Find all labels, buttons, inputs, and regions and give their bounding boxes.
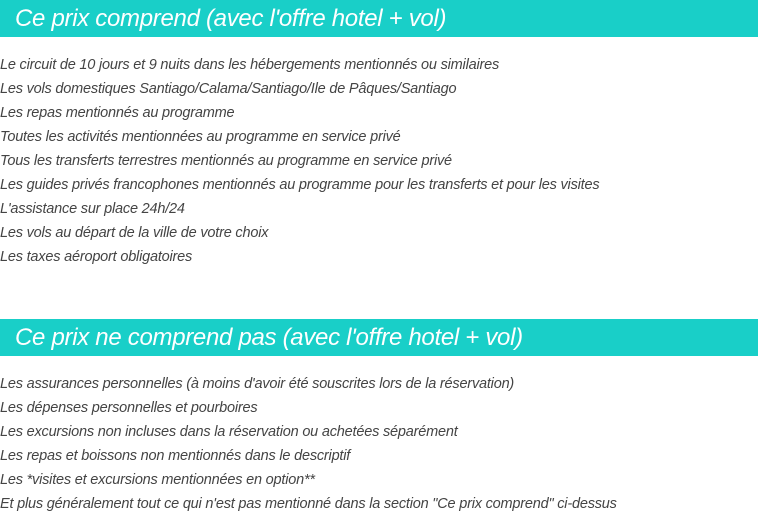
included-item: Tous les transferts terrestres mentionnés au programme en service privé xyxy=(0,153,452,169)
excluded-item: Les excursions non incluses dans la réservation ou achetées séparément xyxy=(0,424,458,440)
included-item: Les repas mentionnés au programme xyxy=(0,105,235,121)
included-item: Les guides privés francophones mentionnés au programme pour les transferts et pour les visites xyxy=(0,177,600,193)
excluded-item: Les *visites et excursions mentionnées en option** xyxy=(0,472,315,488)
included-item: Les vols au départ de la ville de votre choix xyxy=(0,225,269,241)
excluded-item: Et plus généralement tout ce qui n'est pas mentionné dans la section "Ce prix comprend" ci-dessus xyxy=(0,496,617,512)
included-section-title: Ce prix comprend (avec l'offre hotel + vol) xyxy=(0,0,758,37)
included-item: Les vols domestiques Santiago/Calama/Santiago/Ile de Pâques/Santiago xyxy=(0,81,457,97)
included-item: Toutes les activités mentionnées au programme en service privé xyxy=(0,129,401,145)
included-item: Le circuit de 10 jours et 9 nuits dans les hébergements mentionnés ou similaires xyxy=(0,57,500,73)
excluded-item: Les dépenses personnelles et pourboires xyxy=(0,400,258,416)
included-item: L'assistance sur place 24h/24 xyxy=(0,201,185,217)
excluded-list xyxy=(0,372,617,516)
included-item: Les taxes aéroport obligatoires xyxy=(0,249,193,265)
excluded-section-title: Ce prix ne comprend pas (avec l'offre hotel + vol) xyxy=(0,319,758,356)
excluded-item: Les assurances personnelles (à moins d'avoir été souscrites lors de la réservation) xyxy=(0,376,515,392)
excluded-item: Les repas et boissons non mentionnés dans le descriptif xyxy=(0,448,351,464)
included-list xyxy=(0,53,599,269)
